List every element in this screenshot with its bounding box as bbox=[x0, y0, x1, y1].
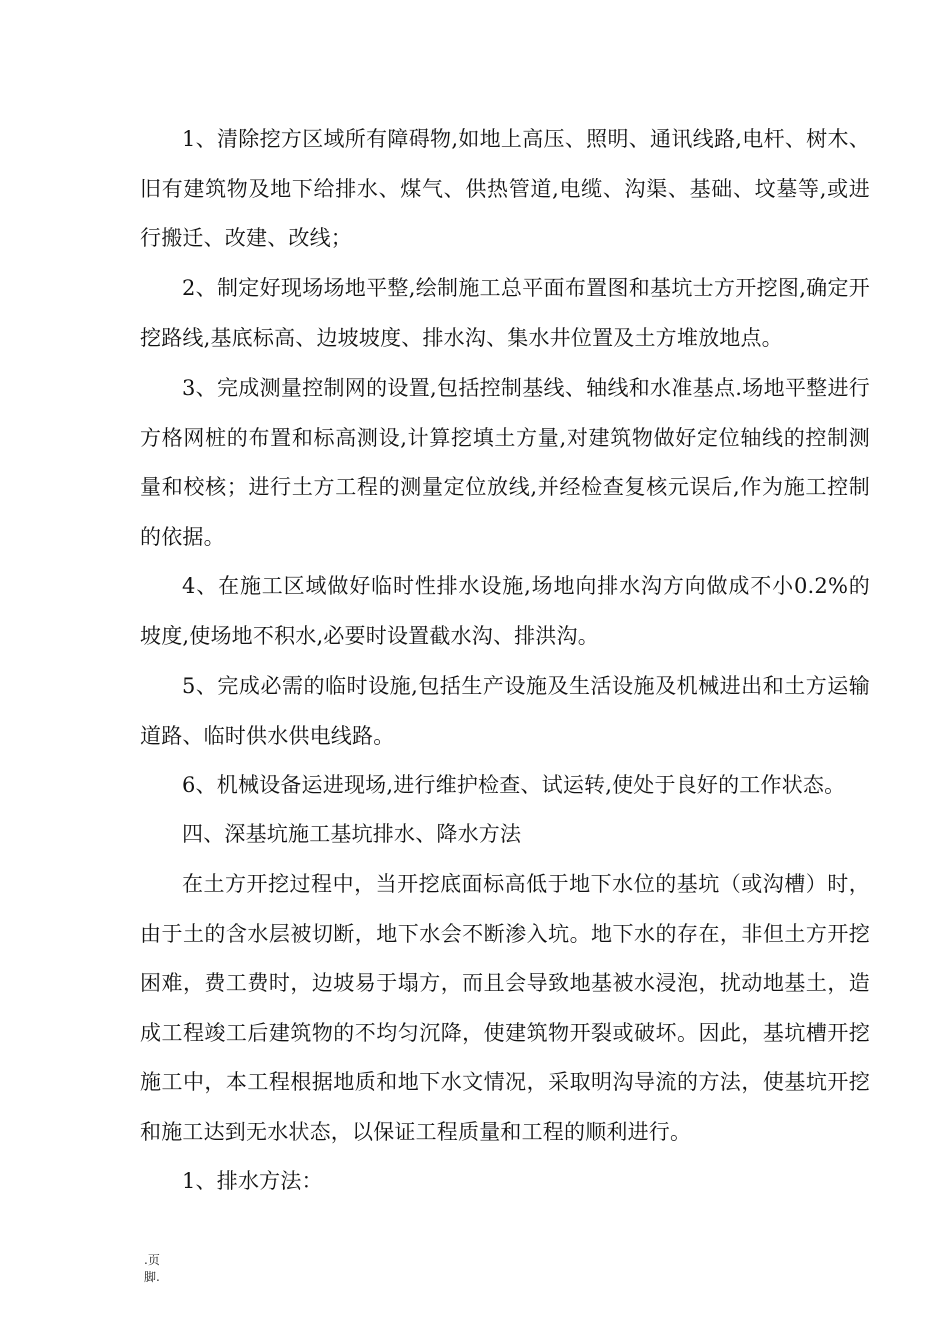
footer-line-1: .页 bbox=[144, 1253, 160, 1267]
subheading-drainage-method: 1、排水方法： bbox=[182, 1169, 323, 1193]
paragraph-temporary-drainage: 4、在施工区域做好临时性排水设施,场地向排水沟方向做成不小0.2%的坡度,使场地不积水,必要时设置截水沟、排洪沟。 bbox=[140, 574, 870, 648]
paragraph-survey-control: 3、完成测量控制网的设置,包括控制基线、轴线和水准基点.场地平整进行方格网桩的布置和标高测设,计算挖填土方量,对建筑物做好定位轴线的控制测量和校核；进行土方工程的测量定位放线,并经检查复核元误后,作为施工控制的依据。 bbox=[140, 376, 870, 549]
paragraph-dewatering: 在土方开挖过程中，当开挖底面标高低于地下水位的基坑（或沟槽）时，由于土的含水层被切断，地下水会不断渗入坑。地下水的存在，非但土方开挖困难，费工费时，边坡易于塌方，而且会导致地基被水浸泡，扰动地基土，造成工程竣工后建筑物的不均匀沉降，使建筑物开裂或破坏。因此，基坑槽开挖施工中，本工程根据地质和地下水文情况，采取明沟导流的方法，使基坑开挖和施工达到无水状态，以保证工程质量和工程的顺利进行。 bbox=[140, 872, 870, 1144]
paragraph-machinery: 6、机械设备运进现场,进行维护检查、试运转,使处于良好的工作状态。 bbox=[182, 773, 846, 797]
paragraph-temporary-facilities: 5、完成必需的临时设施,包括生产设施及生活设施及机械进出和土方运输道路、临时供水供电线路。 bbox=[140, 674, 870, 748]
footer-line-2: 脚. bbox=[144, 1270, 160, 1284]
section-heading: 四、深基坑施工基坑排水、降水方法 bbox=[182, 822, 522, 846]
paragraph-clear-obstacles: 1、清除挖方区域所有障碍物,如地上高压、照明、通讯线路,电杆、树木、旧有建筑物及地下给排水、煤气、供热管道,电缆、沟渠、基础、坟墓等,或进行搬迁、改建、改线； bbox=[140, 127, 870, 251]
paragraph-site-leveling: 2、制定好现场场地平整,绘制施工总平面布置图和基坑士方开挖图,确定开挖路线,基底标高、边坡坡度、排水沟、集水井位置及土方堆放地点。 bbox=[140, 276, 870, 350]
page-footer bbox=[144, 1252, 160, 1286]
